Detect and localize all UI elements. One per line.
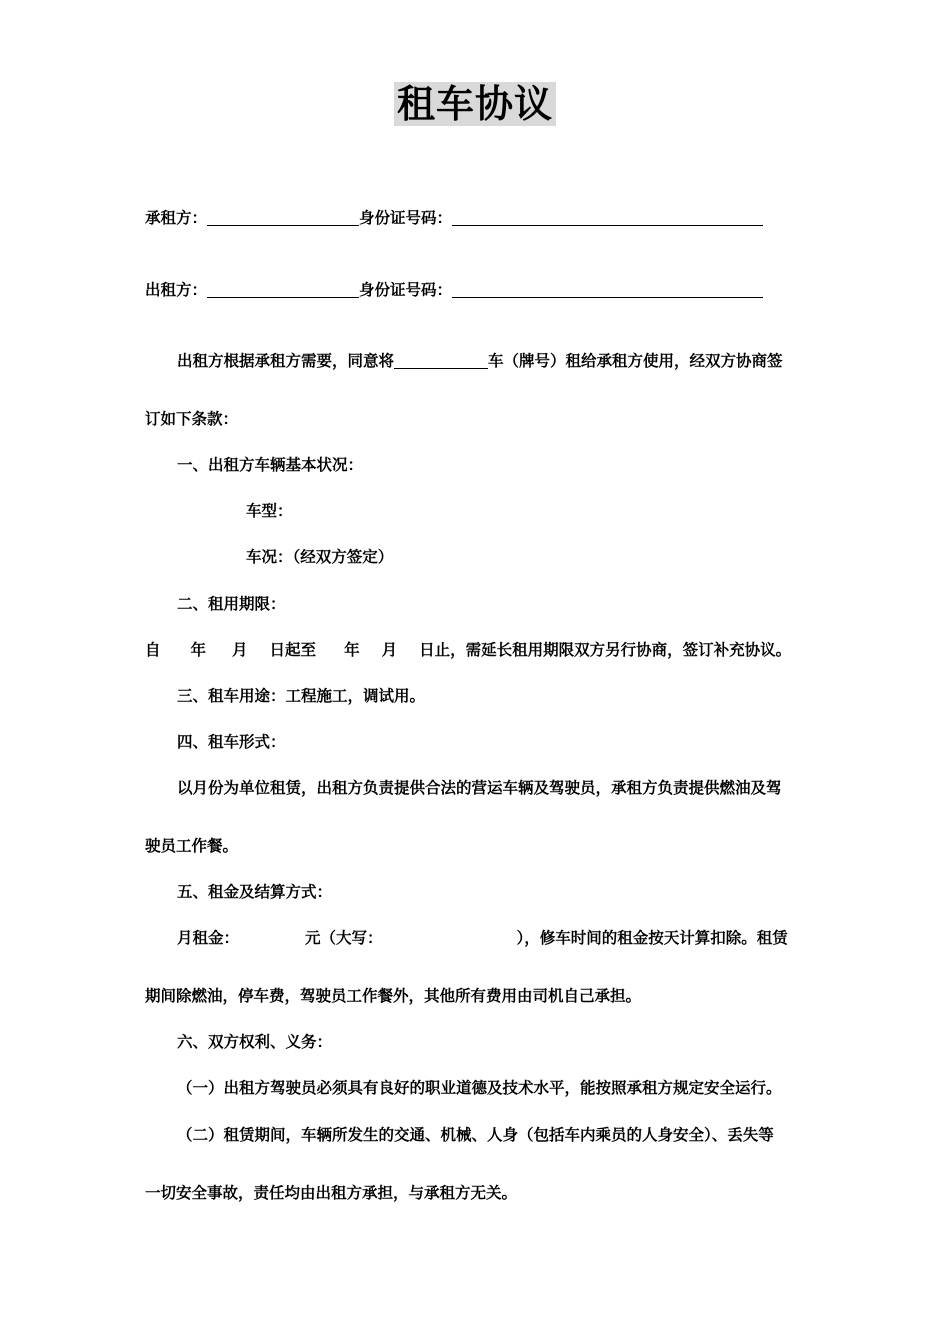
intro-line-2: 订如下条款： (145, 410, 239, 428)
lessee-id-blank[interactable] (452, 209, 763, 226)
intro-text-2: 车（牌号）租给承租方使用，经双方协商签 (488, 352, 783, 370)
lessor-name-blank[interactable] (207, 281, 359, 298)
clause4-body-line-1: 以月份为单位租赁，出租方负责提供合法的营运车辆及驾驶员，承租方负责提供燃油及驾 (177, 779, 782, 797)
document-title: 租车协议 (0, 80, 950, 128)
start-day-text: 日起至 (269, 641, 317, 659)
start-year-text: 年 (190, 641, 207, 659)
clause3-heading: 三、租车用途：工程施工，调试用。 (177, 687, 426, 705)
clause4-body-line-2: 驶员工作餐。 (145, 837, 239, 855)
lessor-label: 出租方： (145, 281, 208, 299)
lessor-id-label: 身份证号码： (359, 281, 453, 299)
start-month-text: 月 (232, 641, 248, 659)
intro-text-1: 出租方根据承租方需要，同意将 (177, 352, 395, 370)
lessee-name-blank[interactable] (207, 209, 359, 226)
clause5-heading: 五、租金及结算方式： (177, 883, 333, 901)
clause6-item-2-line-1: （二）租赁期间，车辆所发生的交通、机械、人身（包括车内乘员的人身安全）、丢失等 (177, 1126, 774, 1144)
rental-period-line (145, 639, 791, 661)
lessee-line (145, 207, 763, 229)
vehicle-condition-label: 车况：（经双方签定） (246, 548, 394, 566)
end-day-text: 日止，需延长租用期限双方另行协商，签订补充协议。 (419, 641, 792, 659)
rent-deduction-text: ），修车时间的租金按天计算扣除。租赁 (516, 929, 788, 947)
clause4-heading: 四、租车形式： (177, 733, 286, 751)
clause6-item-1: （一）出租方驾驶员必须具有良好的职业道德及技术水平，能按照承租方规定安全运行。 (177, 1079, 782, 1097)
rent-yuan-text: 元（大写： (305, 929, 383, 947)
clause6-heading: 六、双方权利、义务： (177, 1033, 333, 1051)
lessor-line (145, 279, 763, 301)
monthly-rent-label: 月租金： (177, 929, 240, 947)
monthly-rent-line (177, 927, 788, 949)
clause6-item-2-line-2: 一切安全事故，责任均由出租方承担，与承租方无关。 (145, 1184, 518, 1202)
plate-number-blank[interactable] (394, 352, 488, 369)
end-month-text: 月 (381, 641, 398, 659)
end-year-text: 年 (344, 641, 360, 659)
intro-line-1 (177, 350, 783, 372)
lessor-id-blank[interactable] (452, 281, 763, 298)
lessee-id-label: 身份证号码： (359, 209, 453, 227)
clause2-heading: 二、租用期限： (177, 595, 286, 613)
clause5-body-line-2: 期间除燃油，停车费，驾驶员工作餐外，其他所有费用由司机自己承担。 (145, 987, 642, 1005)
clause1-heading: 一、出租方车辆基本状况： (177, 456, 364, 474)
from-text: 自 (145, 641, 161, 659)
lessee-label: 承租方： (145, 209, 208, 227)
vehicle-model-label: 车型： (246, 502, 293, 520)
